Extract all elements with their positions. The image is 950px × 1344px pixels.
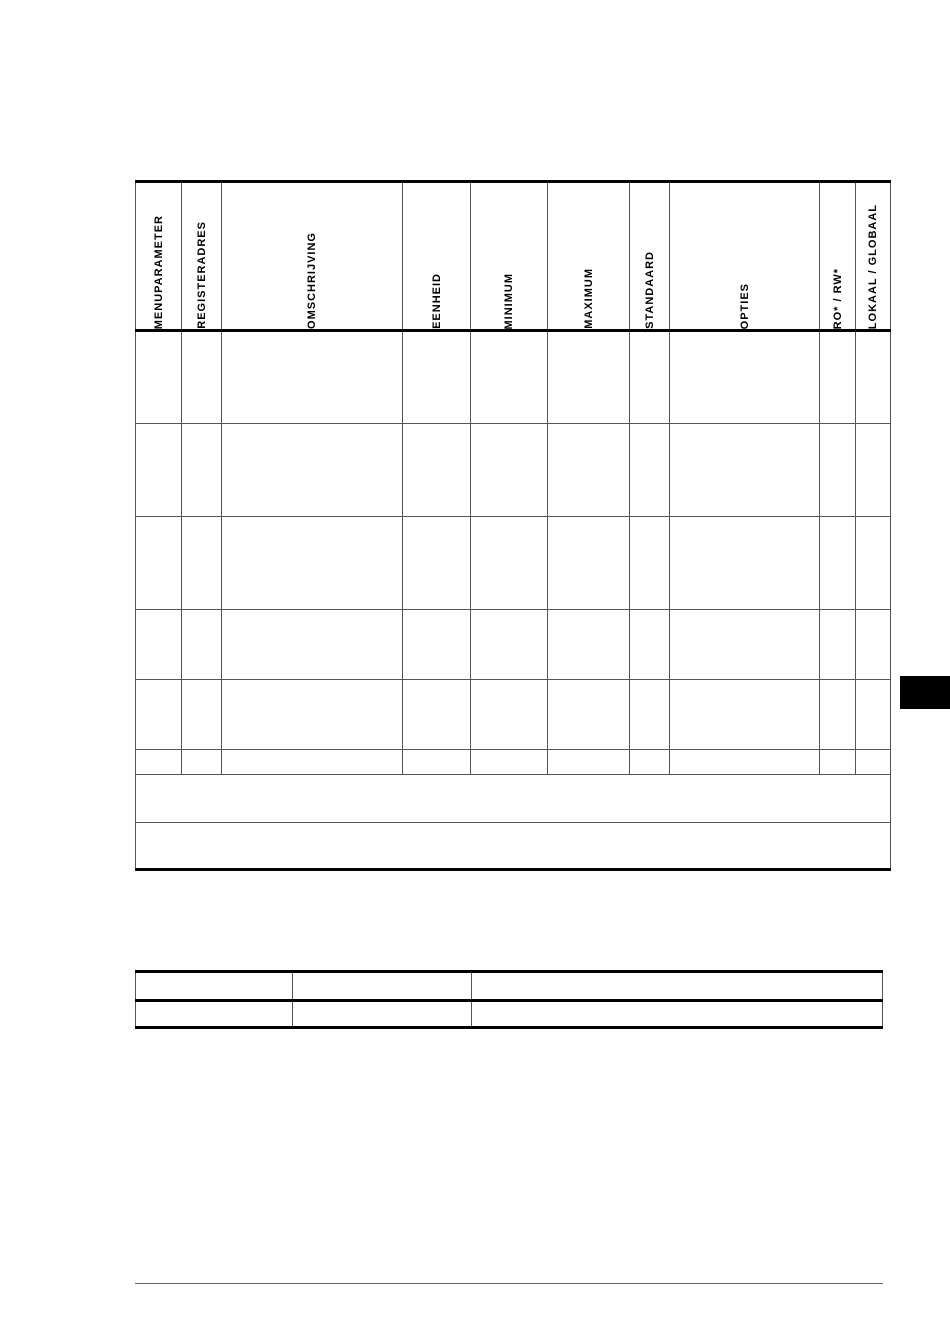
table-cell [820, 331, 856, 424]
table-row [136, 517, 891, 610]
table-cell [136, 517, 182, 610]
table-cell [630, 517, 670, 610]
header-cell [670, 182, 820, 331]
header-cell [222, 182, 403, 331]
table-cell [182, 424, 222, 517]
table-cell [136, 750, 182, 775]
header-ro-rw: RO* / RW* [831, 267, 844, 329]
header-cell [471, 182, 548, 331]
table-cell [403, 331, 471, 424]
table-cell [630, 331, 670, 424]
table-cell [548, 331, 630, 424]
table-cell [222, 610, 403, 680]
table-note-row [136, 823, 891, 870]
chapter-tab-marker [900, 676, 950, 709]
table-cell [222, 331, 403, 424]
table-cell [856, 424, 891, 517]
table-cell [856, 331, 891, 424]
table-cell [856, 750, 891, 775]
table-cell [471, 680, 548, 750]
table-row [136, 750, 891, 775]
table-cell [136, 424, 182, 517]
table-cell [630, 424, 670, 517]
header-minimum: MINIMUM [503, 272, 515, 329]
legend-cell [136, 972, 293, 1001]
header-eenheid: EENHEID [430, 273, 443, 329]
header-cell [182, 182, 222, 331]
legend-cell [136, 1001, 293, 1028]
header-cell [403, 182, 471, 331]
table-cell [548, 680, 630, 750]
legend-cell [472, 972, 883, 1001]
legend-header-row [136, 972, 883, 1001]
table-cell [856, 610, 891, 680]
header-omschrijving: OMSCHRIJVING [306, 232, 318, 329]
table-cell [222, 517, 403, 610]
table-row [136, 424, 891, 517]
header-cell [136, 182, 182, 331]
table-cell [403, 750, 471, 775]
table-note-cell [136, 823, 891, 870]
table-cell [403, 517, 471, 610]
legend-cell [293, 1001, 472, 1028]
legend-cell [472, 1001, 883, 1028]
table-cell [630, 610, 670, 680]
table-cell [856, 517, 891, 610]
table-cell [630, 750, 670, 775]
header-cell [630, 182, 670, 331]
legend-row [136, 1001, 883, 1028]
table-row [136, 610, 891, 680]
table-cell [630, 680, 670, 750]
header-lokaal-globaal: LOKAAL / GLOBAAL [867, 203, 879, 329]
table-cell [820, 750, 856, 775]
table-cell [403, 610, 471, 680]
table-cell [182, 331, 222, 424]
table-note-row [136, 775, 891, 823]
table-cell [820, 517, 856, 610]
table-cell [670, 331, 820, 424]
header-menuparameter: MENUPARAMETER [152, 214, 165, 329]
table-cell [182, 610, 222, 680]
header-cell [548, 182, 630, 331]
table-note-cell [136, 775, 891, 823]
table-cell [136, 610, 182, 680]
header-standaard: STANDAARD [643, 251, 656, 329]
table-cell [471, 750, 548, 775]
table-cell [182, 680, 222, 750]
header-maximum: MAXIMUM [582, 268, 595, 329]
table-cell [670, 750, 820, 775]
legend-cell [293, 972, 472, 1001]
table-cell [222, 424, 403, 517]
parameter-table [135, 180, 891, 871]
header-cell [820, 182, 856, 331]
table-cell [471, 331, 548, 424]
table-cell [670, 680, 820, 750]
header-registeradres: REGISTERADRES [195, 221, 208, 329]
table-cell [670, 610, 820, 680]
table-cell [820, 610, 856, 680]
table-row [136, 680, 891, 750]
footer-divider [135, 1283, 883, 1284]
table-cell [670, 424, 820, 517]
table-cell [136, 331, 182, 424]
legend-table [135, 970, 883, 1029]
table-cell [856, 680, 891, 750]
table-cell [548, 517, 630, 610]
table-cell [548, 424, 630, 517]
table-cell [222, 750, 403, 775]
table-cell [222, 680, 403, 750]
table-cell [403, 424, 471, 517]
table-cell [403, 680, 471, 750]
table-cell [548, 750, 630, 775]
table-cell [182, 517, 222, 610]
table-cell [548, 610, 630, 680]
table-cell [471, 424, 548, 517]
table-cell [136, 680, 182, 750]
header-cell [856, 182, 891, 331]
table-row [136, 331, 891, 424]
table-cell [182, 750, 222, 775]
table-cell [820, 424, 856, 517]
table-cell [471, 610, 548, 680]
table-cell [471, 517, 548, 610]
table-cell [670, 517, 820, 610]
header-row [136, 182, 891, 331]
header-opties: OPTIES [738, 282, 751, 329]
table-cell [820, 680, 856, 750]
